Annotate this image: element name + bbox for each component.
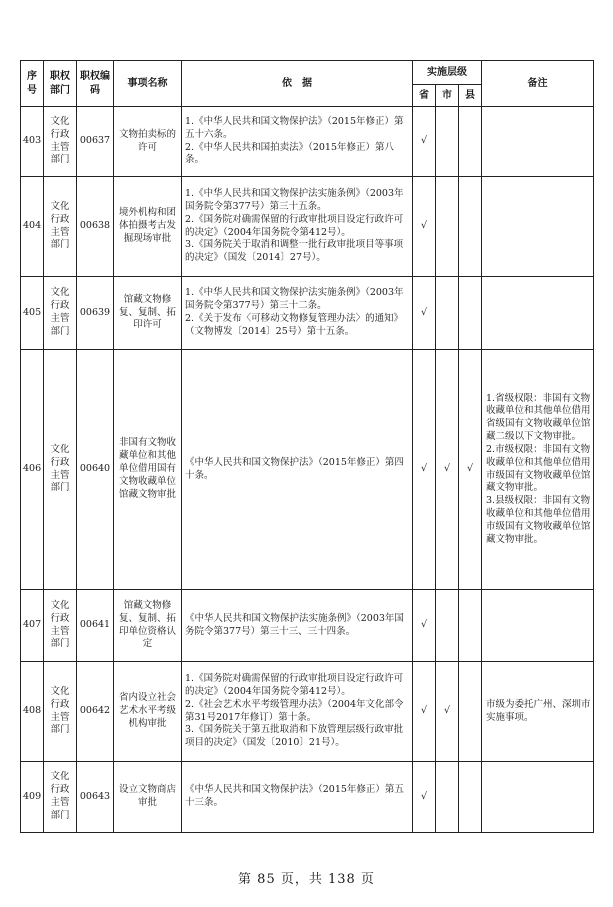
row-dept: 文化行政主管部门 bbox=[44, 350, 77, 590]
row-code: 00639 bbox=[77, 277, 114, 350]
header-seq: 序号 bbox=[21, 61, 44, 107]
row-code: 00638 bbox=[77, 177, 114, 277]
table-row bbox=[21, 107, 594, 177]
row-city-check bbox=[436, 177, 459, 277]
row-seq: 406 bbox=[21, 350, 44, 590]
row-remark bbox=[482, 177, 594, 277]
row-basis bbox=[182, 662, 413, 762]
row-basis bbox=[182, 350, 413, 590]
table-row bbox=[21, 350, 594, 590]
row-province-check: √ bbox=[413, 662, 436, 762]
row-province-check: √ bbox=[413, 590, 436, 662]
row-remark bbox=[482, 662, 594, 762]
row-county-check bbox=[459, 762, 482, 833]
row-province-check: √ bbox=[413, 277, 436, 350]
remark-line: 1.省级权限：非国有文物收藏单位和其他单位借用省级国有文物收藏单位馆藏二级以下文物审批。 bbox=[486, 392, 591, 443]
basis-line: 3.《国务院关于第五批取消和下放管理层级行政审批项目的决定》（国发〔2010〕21号）。 bbox=[185, 724, 404, 749]
basis-line: 2.《中华人民共和国拍卖法》（2015年修正）第八条。 bbox=[185, 141, 394, 166]
row-province-check: √ bbox=[413, 762, 436, 833]
table-row bbox=[21, 590, 594, 662]
remark-line: 3.县级权限：非国有文物收藏单位和其他单位借用市级国有文物收藏单位馆藏文物审批。 bbox=[486, 495, 591, 545]
header-province: 省 bbox=[413, 85, 436, 107]
row-basis bbox=[182, 277, 413, 350]
basis-line: 2.《关于发布〈可移动文物修复管理办法〉的通知》（文物博发〔2014〕25号）第十五条。 bbox=[185, 313, 404, 337]
row-name: 省内设立社会艺术水平考级机构审批 bbox=[114, 662, 182, 762]
row-dept: 文化行政主管部门 bbox=[44, 590, 77, 662]
row-code: 00642 bbox=[77, 662, 114, 762]
authority-table bbox=[20, 60, 594, 833]
row-county-check bbox=[459, 107, 482, 177]
row-province-check: √ bbox=[413, 107, 436, 177]
basis-line: 《中华人民共和国文物保护法》（2015年修正）第五十三条。 bbox=[185, 784, 404, 808]
row-dept: 文化行政主管部门 bbox=[44, 277, 77, 350]
basis-line: 2.《社会艺术水平考级管理办法》（2004年文化部令第31号2017年修订）第十条。 bbox=[185, 698, 404, 723]
row-name: 非国有文物收藏单位和其他单位借用国有文物收藏单位馆藏文物审批 bbox=[114, 350, 182, 590]
row-county-check: √ bbox=[459, 350, 482, 590]
row-seq: 409 bbox=[21, 762, 44, 833]
basis-line: 《中华人民共和国文物保护法》（2015年修正）第四十条。 bbox=[185, 456, 404, 481]
header-city: 市 bbox=[436, 85, 459, 107]
row-name: 境外机构和团体拍摄考古发掘现场审批 bbox=[114, 177, 182, 277]
table-row bbox=[21, 177, 594, 277]
row-county-check bbox=[459, 277, 482, 350]
row-city-check bbox=[436, 277, 459, 350]
basis-line: 1.《中华人民共和国文物保护法实施条例》（2003年国务院令第377号）第三十二条。 bbox=[185, 287, 404, 312]
table-row bbox=[21, 662, 594, 762]
row-remark bbox=[482, 590, 594, 662]
header-remark: 备注 bbox=[482, 61, 594, 107]
basis-line: 1.《中华人民共和国文物保护法》（2015年修正）第五十六条。 bbox=[185, 115, 404, 140]
row-basis bbox=[182, 762, 413, 833]
remark-line: 2.市级权限：非国有文物收藏单位和其他单位借用市级国有文物收藏单位馆藏文物审批。 bbox=[486, 443, 591, 494]
row-city-check bbox=[436, 590, 459, 662]
row-city-check bbox=[436, 762, 459, 833]
row-county-check bbox=[459, 177, 482, 277]
row-code: 00637 bbox=[77, 107, 114, 177]
row-city-check: √ bbox=[436, 350, 459, 590]
row-code: 00640 bbox=[77, 350, 114, 590]
row-remark bbox=[482, 762, 594, 833]
header-dept: 职权部门 bbox=[44, 61, 77, 107]
basis-line: 1.《中华人民共和国文物保护法实施条例》（2003年国务院令第377号）第三十五条。 bbox=[185, 188, 404, 212]
row-seq: 408 bbox=[21, 662, 44, 762]
basis-line: 《中华人民共和国文物保护法实施条例》（2003年国务院令第377号）第三十三、三十四条。 bbox=[185, 612, 404, 637]
row-name: 馆藏文物修复、复制、拓印许可 bbox=[114, 277, 182, 350]
basis-line: 1.《国务院对确需保留的行政审批项目设定行政许可的决定》（2004年国务院令第412号）。 bbox=[185, 673, 404, 697]
row-province-check: √ bbox=[413, 177, 436, 277]
row-dept: 文化行政主管部门 bbox=[44, 177, 77, 277]
row-name: 设立文物商店审批 bbox=[114, 762, 182, 833]
row-remark bbox=[482, 107, 594, 177]
header-level: 实施层级 bbox=[413, 61, 482, 85]
row-remark bbox=[482, 350, 594, 590]
row-seq: 403 bbox=[21, 107, 44, 177]
row-dept: 文化行政主管部门 bbox=[44, 762, 77, 833]
row-dept: 文化行政主管部门 bbox=[44, 107, 77, 177]
row-city-check bbox=[436, 107, 459, 177]
remark-line: 市级为委托广州、深圳市实施事项。 bbox=[486, 698, 591, 723]
row-basis bbox=[182, 590, 413, 662]
row-name: 文物拍卖标的许可 bbox=[114, 107, 182, 177]
table-row bbox=[21, 277, 594, 350]
row-code: 00643 bbox=[77, 762, 114, 833]
row-remark bbox=[482, 277, 594, 350]
page-footer: 第 85 页，共 138 页 bbox=[238, 872, 375, 887]
row-county-check bbox=[459, 590, 482, 662]
header-county: 县 bbox=[459, 85, 482, 107]
row-basis bbox=[182, 107, 413, 177]
basis-line: 3.《国务院关于取消和调整一批行政审批项目等事项的决定》（国发〔2014〕27号）。 bbox=[185, 239, 404, 264]
header-basis: 依 据 bbox=[182, 61, 413, 107]
row-city-check: √ bbox=[436, 662, 459, 762]
row-dept: 文化行政主管部门 bbox=[44, 662, 77, 762]
row-seq: 404 bbox=[21, 177, 44, 277]
header-code: 职权编码 bbox=[77, 61, 114, 107]
row-province-check: √ bbox=[413, 350, 436, 590]
row-seq: 407 bbox=[21, 590, 44, 662]
basis-line: 2.《国务院对确需保留的行政审批项目设定行政许可的决定》（2004年国务院令第412号）。 bbox=[185, 213, 404, 238]
row-name: 馆藏文物修复、复制、拓印单位资格认定 bbox=[114, 590, 182, 662]
row-code: 00641 bbox=[77, 590, 114, 662]
table-row bbox=[21, 762, 594, 833]
header-name: 事项名称 bbox=[114, 61, 182, 107]
row-county-check bbox=[459, 662, 482, 762]
row-basis bbox=[182, 177, 413, 277]
row-seq: 405 bbox=[21, 277, 44, 350]
